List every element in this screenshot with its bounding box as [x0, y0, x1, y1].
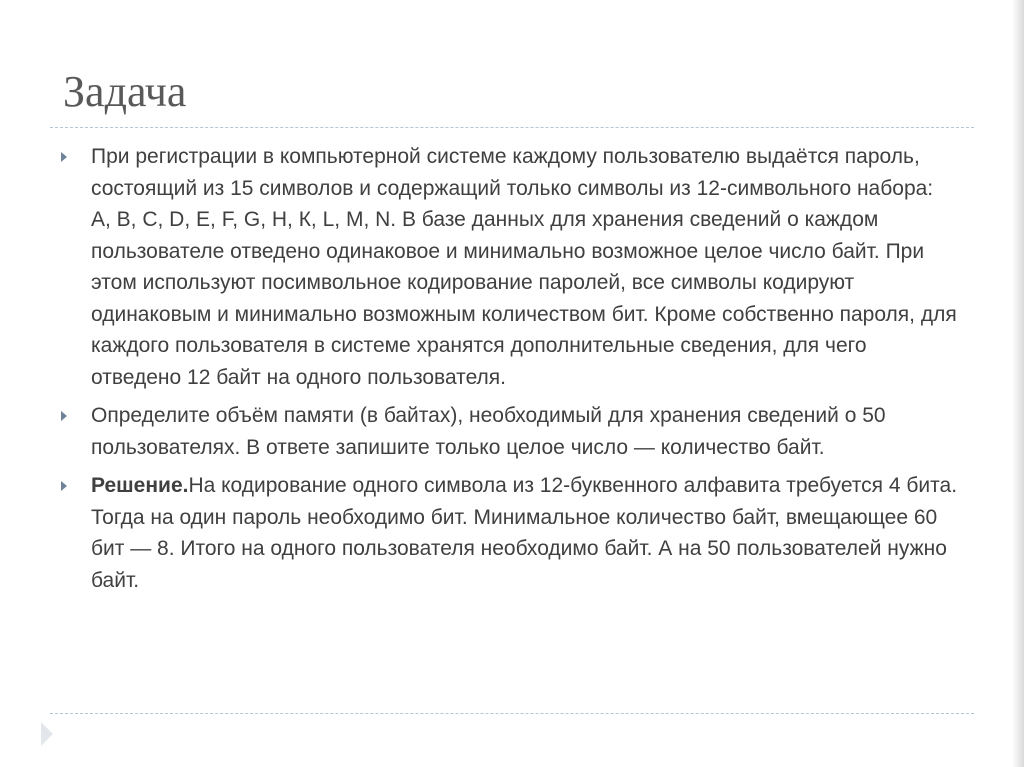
triangle-bullet-icon [61, 152, 67, 162]
triangle-bullet-icon [61, 481, 67, 491]
next-slide-arrow-icon[interactable] [41, 722, 53, 746]
title-divider [50, 127, 974, 128]
footer-divider [50, 713, 974, 714]
bullet-text: На кодирование одного символа из 12-буквенного алфавита требуется 4 бита. Тогда на один пароль необходимо бит. Минимальное количество байт, вмещающее 60 бит — 8. Итого на одного пользователя необходимо байт. А на 50 пользователей нужно байт. [91, 474, 958, 592]
bullet-item [58, 470, 958, 596]
solution-label: Решение. [91, 474, 189, 497]
bullet-item [58, 141, 958, 393]
bullet-text: Определите объём памяти (в байтах), необходимый для хранения сведений о 50 пользователях. В ответе запишите только целое число — количество байт. [91, 404, 886, 459]
slide-content [58, 141, 958, 603]
slide-title: Задача [63, 67, 187, 116]
bullet-item [58, 400, 958, 463]
triangle-bullet-icon [61, 411, 67, 421]
slide-edge-shadow [1012, 0, 1024, 767]
bullet-text: При регистрации в компьютерной системе каждому пользователю выдаётся пароль, состоящий из 15 символов и содержащий только символы из 12-символьного набора: А, В, C, D, Е, F, G, H, К, L, M, N. В базе данных для хранения сведений о каждом пользователе отведено одинаковое и минимально возможное целое число байт. При этом используют посимвольное кодирование паролей, все символы кодируют одинаковым и минимально возможным количеством бит. Кроме собственно пароля, для каждого пользователя в системе хранятся дополнительные сведения, для чего отведено 12 байт на одного пользователя. [91, 145, 957, 389]
